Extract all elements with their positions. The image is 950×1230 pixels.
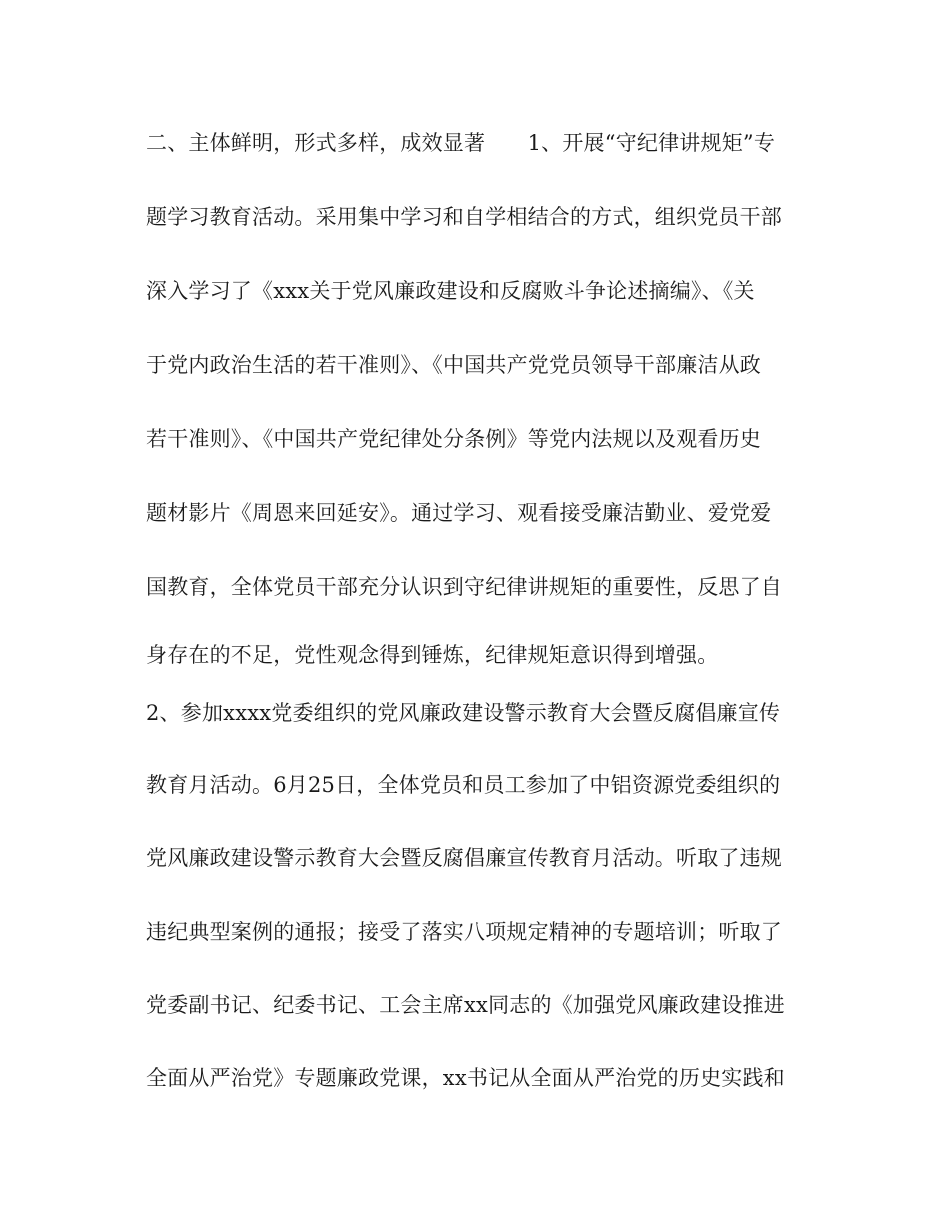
text-line-1: 二、主体鲜明，形式多样，成效显著 1、开展“守纪律讲规矩”专 [146, 131, 776, 155]
text-line-9: 2、参加xxxx党委组织的党风廉政建设警示教育大会暨反腐倡廉宣传 [146, 701, 781, 725]
text-line-12: 违纪典型案例的通报；接受了落实八项规定精神的专题培训；听取了 [146, 920, 782, 944]
text-line-3: 深入学习了《xxx关于党风廉政建设和反腐败斗争论述摘编》、《关 [146, 279, 755, 303]
text-line-5: 若干准则》、《中国共产党纪律处分条例》等党内法规以及观看历史 [146, 427, 761, 451]
text-line-4: 于党内政治生活的若干准则》、《中国共产党党员领导干部廉洁从政 [146, 353, 761, 377]
text-line-8: 身存在的不足，党性观念得到锤炼，纪律规矩意识得到增强。 [146, 643, 719, 667]
text-line-14: 全面从严治党》专题廉政党课，xx书记从全面从严治党的历史实践和 [146, 1066, 785, 1090]
text-line-2: 题学习教育活动。采用集中学习和自学相结合的方式，组织党员干部 [146, 205, 782, 229]
text-line-6: 题材影片《周恩来回延安》。通过学习、观看接受廉洁勤业、爱党爱 [146, 501, 772, 525]
text-line-7: 国教育，全体党员干部充分认识到守纪律讲规矩的重要性，反思了自 [146, 575, 782, 599]
text-line-13: 党委副书记、纪委书记、工会主席xx同志的《加强党风廉政建设推进 [146, 993, 785, 1017]
text-line-11: 党风廉政建设警示教育大会暨反腐倡廉宣传教育月活动。听取了违规 [146, 846, 782, 870]
text-line-10: 教育月活动。6月25日，全体党员和员工参加了中铝资源党委组织的 [146, 773, 781, 797]
